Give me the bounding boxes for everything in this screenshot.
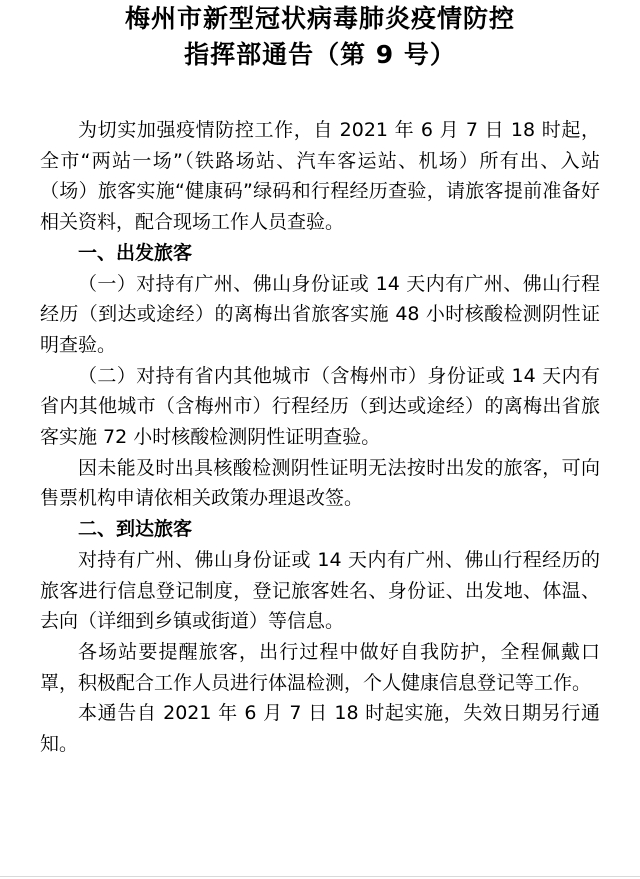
section-heading-departure: 一、出发旅客 [78, 241, 193, 264]
section-heading-arrival: 二、到达旅客 [78, 518, 193, 541]
departure-refund-note: 因未能及时出具核酸检测阴性证明无法按时出发的旅客，可向售票机构申请依相关政策办理退改签。 [40, 456, 600, 510]
arrival-paragraph-1: 对持有广州、佛山身份证或 14 天内有广州、佛山行程经历的旅客进行信息登记制度，登记旅客姓名、身份证、出发地、体温、去向（详细到乡镇或街道）等信息。 [40, 548, 600, 633]
notice-title-line1: 梅州市新型冠状病毒肺炎疫情防控 [124, 4, 515, 33]
departure-item-2: （二）对持有省内其他城市（含梅州市）身份证或 14 天内有省内其他城市（含梅州市）行程经历（到达或途经）的离梅出省旅客实施 72 小时核酸检测阴性证明查验。 [40, 364, 600, 449]
notice-body [40, 115, 600, 760]
intro-paragraph: 为切实加强疫情防控工作，自 2021 年 6 月 7 日 18 时起，全市“两站一场”（铁路场站、汽车客运站、机场）所有出、入站（场）旅客实施“健康码”绿码和行程经历查验，请旅客提前准备好相关资料，配合现场工作人员查验。 [40, 119, 600, 234]
departure-item-1: （一）对持有广州、佛山身份证或 14 天内有广州、佛山行程经历（到达或途经）的离梅出省旅客实施 48 小时核酸检测阴性证明查验。 [40, 272, 600, 356]
closing-paragraph: 本通告自 2021 年 6 月 7 日 18 时起实施，失效日期另行通知。 [40, 702, 600, 756]
arrival-paragraph-2: 各场站要提醒旅客，出行过程中做好自我防护，全程佩戴口罩，积极配合工作人员进行体温检测，个人健康信息登记等工作。 [40, 640, 600, 694]
notice-title-line2: 指挥部通告（第 9 号） [184, 40, 456, 69]
bottom-divider [0, 876, 640, 877]
